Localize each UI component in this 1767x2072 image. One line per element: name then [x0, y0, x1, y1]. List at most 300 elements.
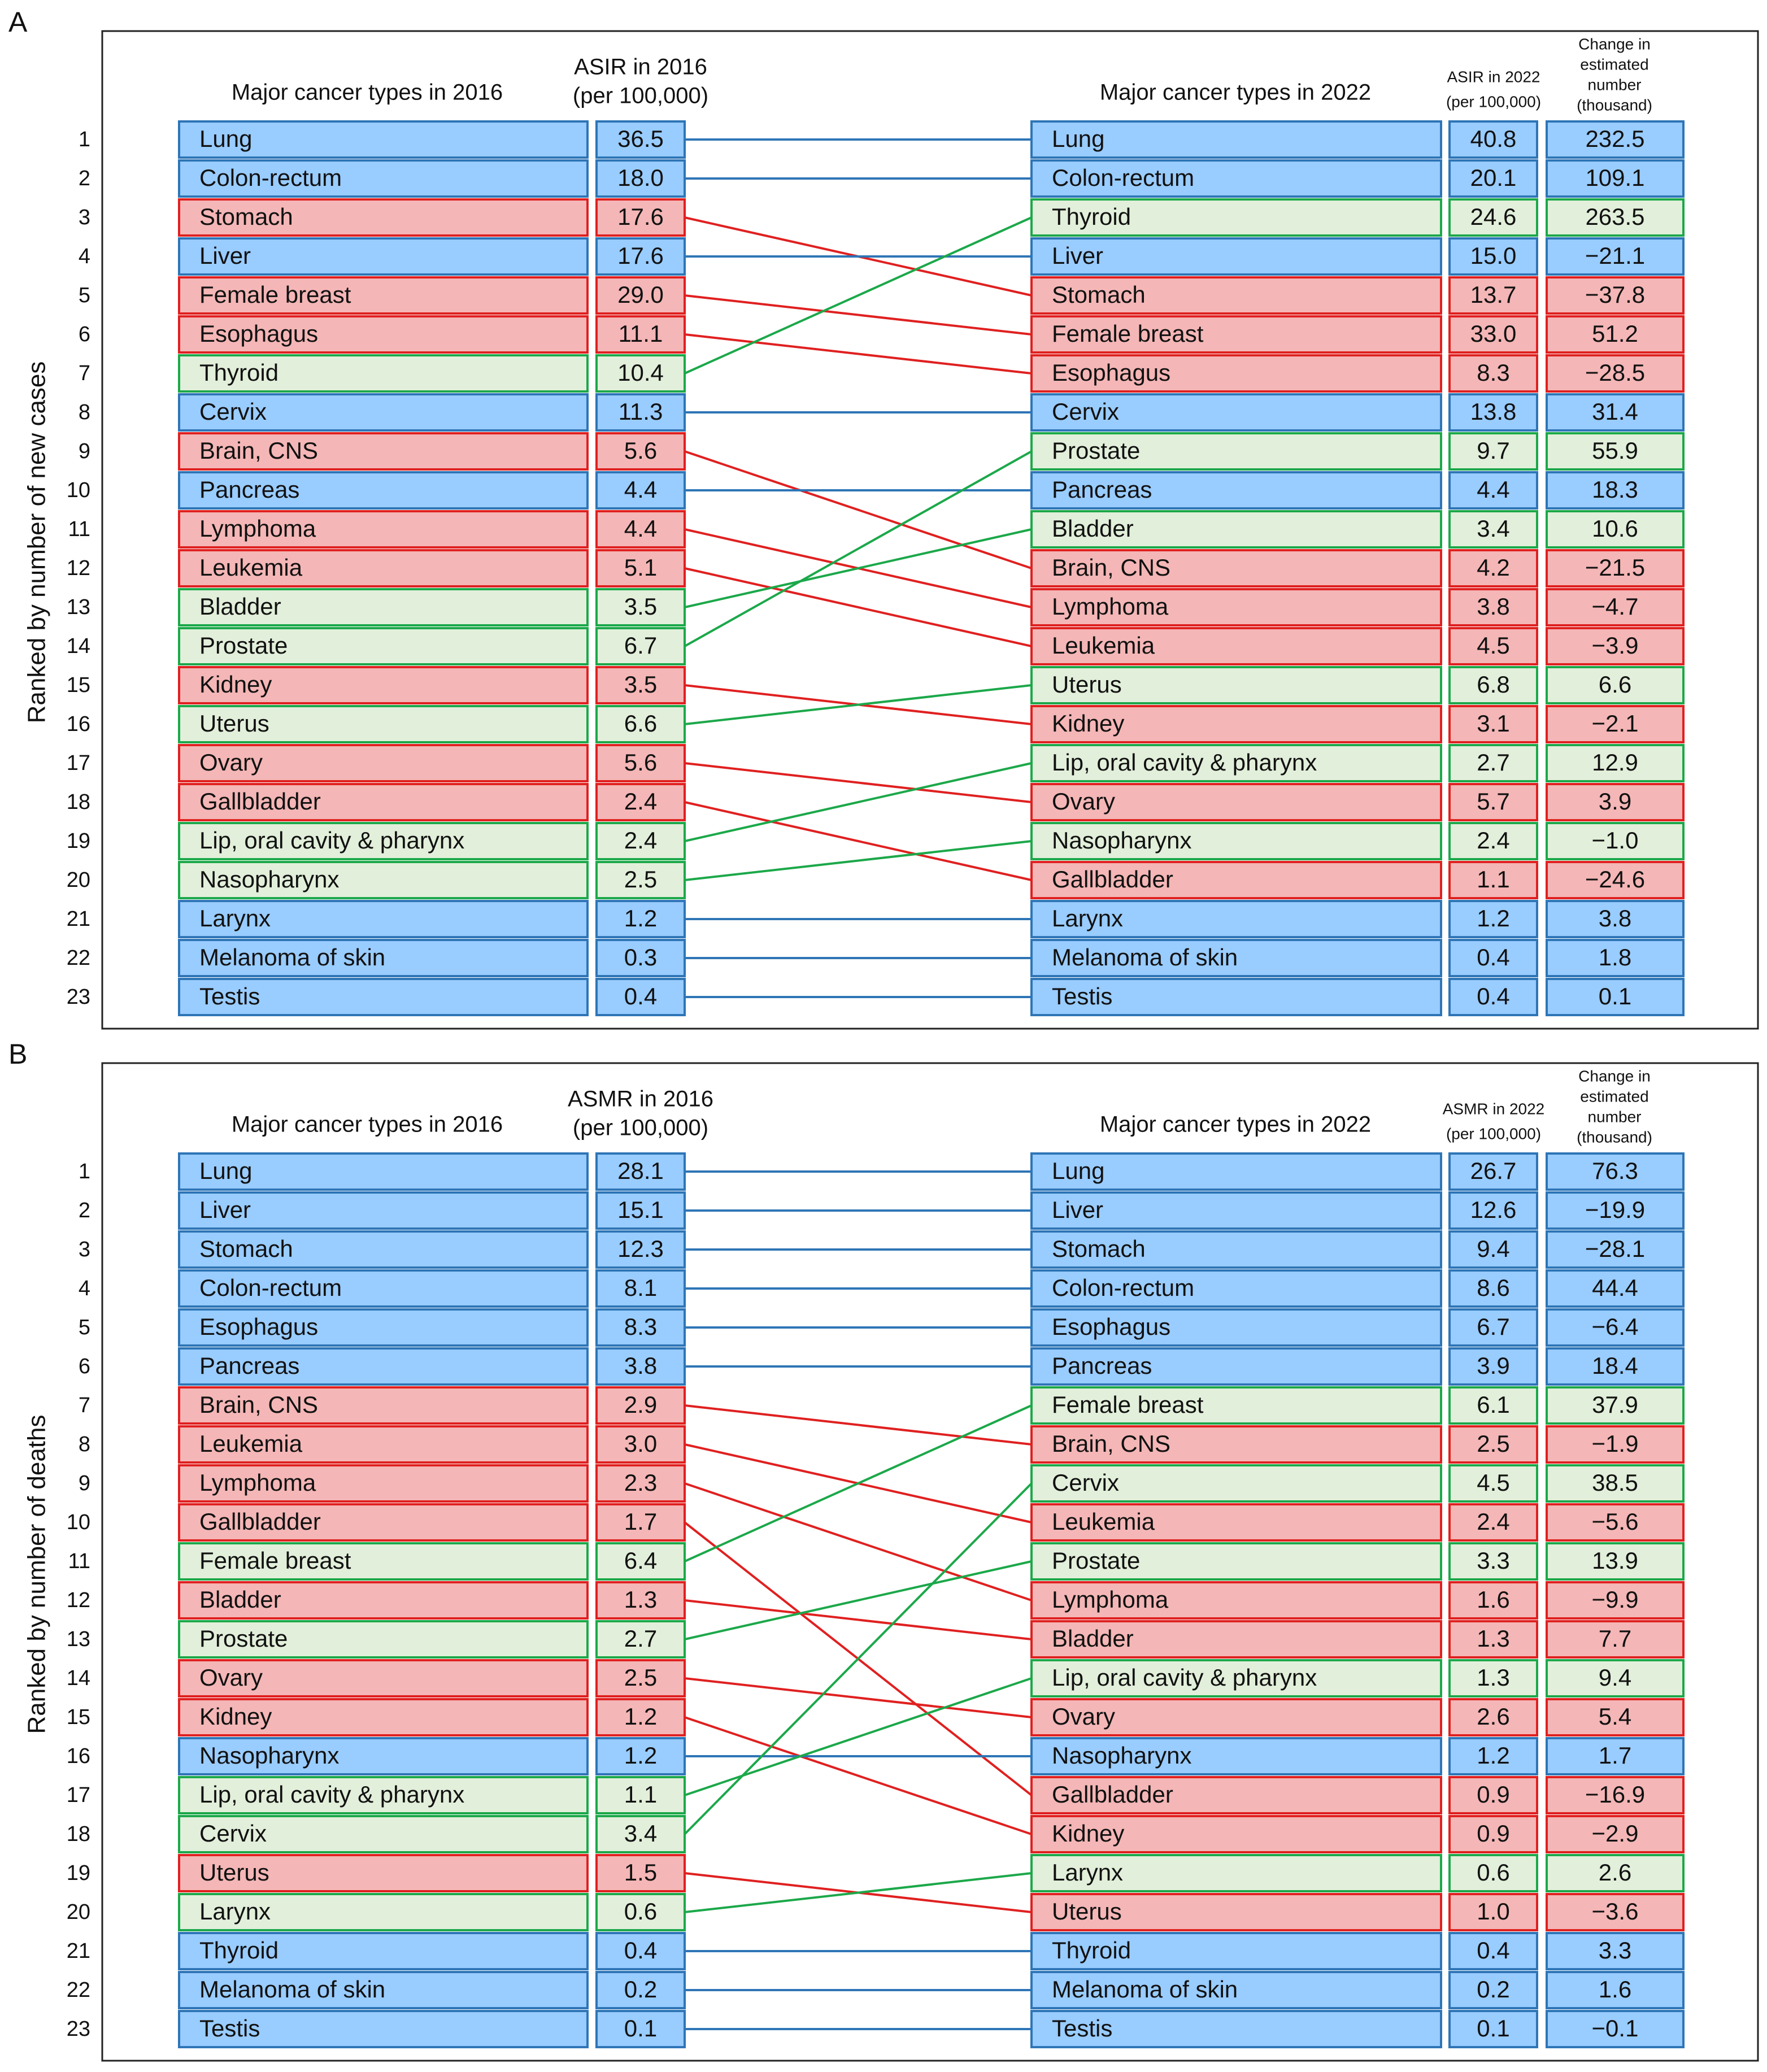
change-value: 51.2 [1592, 320, 1638, 347]
rank-change-line [685, 763, 1032, 841]
right-rate-value: 26.7 [1470, 1157, 1517, 1185]
left-rate-value: 1.2 [624, 1742, 658, 1769]
left-type-name: Lung [199, 1157, 253, 1185]
rank-number: 13 [66, 1627, 90, 1652]
left-rate-value: 6.4 [624, 1547, 658, 1574]
change-value: 7.7 [1598, 1625, 1632, 1652]
change-value: −24.6 [1585, 866, 1646, 893]
rank-change-line [685, 763, 1032, 802]
change-value: 263.5 [1585, 203, 1645, 230]
right-rate-value: 1.2 [1477, 905, 1510, 932]
right-type-name: Gallbladder [1052, 866, 1173, 893]
right-type-name: Nasopharynx [1052, 827, 1192, 854]
rank-number: 12 [66, 556, 90, 581]
right-rate-value: 40.8 [1470, 125, 1517, 153]
right-type-name: Esophagus [1052, 1313, 1171, 1340]
left-type-name: Leukemia [199, 554, 303, 581]
rank-number: 18 [66, 1822, 90, 1847]
change-value: −3.6 [1591, 1898, 1639, 1925]
change-value: 18.3 [1592, 476, 1638, 503]
left-rate-value: 1.2 [624, 905, 658, 932]
rank-number: 14 [66, 1666, 90, 1691]
right-rate-value: 0.4 [1477, 944, 1510, 971]
rank-number: 10 [66, 1511, 90, 1535]
rank-number: 17 [66, 751, 90, 776]
left-type-name: Prostate [199, 1625, 288, 1652]
left-rate-value: 0.1 [624, 2015, 658, 2042]
header-rate-2016-unit: (per 100,000) [572, 1115, 709, 1141]
rank-number: 16 [66, 1744, 90, 1769]
left-rate-value: 11.1 [618, 320, 663, 347]
left-rate-value: 2.9 [624, 1391, 658, 1418]
left-rate-value: 0.3 [624, 944, 658, 971]
header-change-line: estimated [1580, 55, 1649, 73]
right-type-name: Bladder [1052, 515, 1134, 542]
right-type-name: Uterus [1052, 1898, 1122, 1925]
right-rate-value: 2.4 [1477, 827, 1510, 854]
rank-change-line [685, 1678, 1032, 1795]
right-type-name: Kidney [1052, 1820, 1125, 1847]
right-type-name: Testis [1052, 983, 1113, 1010]
right-type-name: Larynx [1052, 905, 1124, 932]
rank-number: 21 [66, 907, 90, 931]
right-rate-value: 0.9 [1477, 1820, 1510, 1847]
rank-number: 3 [78, 1238, 90, 1262]
right-type-name: Bladder [1052, 1625, 1134, 1652]
left-type-name: Kidney [199, 671, 272, 698]
rank-number: 15 [66, 1705, 90, 1730]
change-value: −16.9 [1585, 1781, 1646, 1808]
rank-change-line [685, 1483, 1032, 1834]
left-type-name: Testis [199, 983, 260, 1010]
right-type-name: Colon-rectum [1052, 1274, 1195, 1301]
rank-change-line [685, 451, 1032, 646]
right-type-name: Leukemia [1052, 632, 1155, 659]
left-rate-value: 5.6 [624, 437, 658, 464]
left-type-name: Female breast [199, 1547, 351, 1574]
change-value: −5.6 [1591, 1508, 1639, 1535]
right-type-name: Cervix [1052, 398, 1120, 425]
rank-change-line [685, 802, 1032, 880]
right-type-name: Thyroid [1052, 1937, 1131, 1964]
panel-letter: B [8, 1038, 28, 1070]
rank-number: 20 [66, 868, 90, 893]
right-rate-value: 15.0 [1470, 242, 1517, 269]
rank-number: 17 [66, 1783, 90, 1808]
change-value: 13.9 [1592, 1547, 1638, 1574]
left-type-name: Leukemia [199, 1430, 303, 1457]
change-value: 1.7 [1598, 1742, 1632, 1769]
rank-number: 13 [66, 595, 90, 620]
rank-number: 1 [78, 1160, 90, 1184]
rank-change-line [685, 1483, 1032, 1600]
header-change-line: (thousand) [1577, 96, 1652, 114]
left-rate-value: 2.3 [624, 1469, 658, 1496]
change-value: 10.6 [1592, 515, 1638, 542]
right-rate-value: 0.9 [1477, 1781, 1510, 1808]
right-rate-value: 3.3 [1477, 1547, 1510, 1574]
rank-change-line [685, 1405, 1032, 1561]
change-value: −2.9 [1591, 1820, 1639, 1847]
right-type-name: Colon-rectum [1052, 164, 1195, 191]
change-value: 0.1 [1598, 983, 1632, 1010]
y-axis-label: Ranked by number of deaths [23, 1414, 51, 1734]
rank-number: 7 [78, 1394, 90, 1418]
rank-number: 2 [78, 167, 90, 191]
right-type-name: Leukemia [1052, 1508, 1155, 1535]
right-rate-value: 1.1 [1477, 866, 1510, 893]
left-type-name: Melanoma of skin [199, 1976, 386, 2003]
header-change-line: number [1587, 1108, 1642, 1126]
left-rate-value: 18.0 [617, 164, 664, 191]
right-type-name: Ovary [1052, 788, 1116, 815]
change-value: 232.5 [1585, 125, 1645, 153]
left-type-name: Liver [199, 242, 251, 269]
left-type-name: Ovary [199, 1664, 263, 1691]
left-type-name: Uterus [199, 1859, 269, 1886]
right-rate-value: 8.6 [1477, 1274, 1510, 1301]
left-rate-value: 10.4 [617, 359, 664, 386]
rank-number: 9 [78, 1472, 90, 1496]
header-rate-2016: ASIR in 2016 [574, 54, 707, 80]
change-value: 38.5 [1592, 1469, 1638, 1496]
left-rate-value: 1.5 [624, 1859, 658, 1886]
left-type-name: Lymphoma [199, 515, 316, 542]
header-change-line: Change in [1578, 1067, 1651, 1085]
change-value: −1.9 [1591, 1430, 1639, 1457]
right-rate-value: 4.2 [1477, 554, 1510, 581]
left-rate-value: 28.1 [617, 1157, 664, 1185]
rank-change-line [685, 217, 1032, 373]
right-rate-value: 6.7 [1477, 1313, 1510, 1340]
change-value: −19.9 [1585, 1196, 1646, 1224]
rank-number: 10 [66, 478, 90, 503]
left-type-name: Colon-rectum [199, 164, 342, 191]
left-type-name: Thyroid [199, 1937, 279, 1964]
left-rate-value: 2.4 [624, 827, 658, 854]
right-type-name: Female breast [1052, 1391, 1204, 1418]
change-value: −37.8 [1585, 281, 1646, 308]
right-rate-value: 2.6 [1477, 1703, 1510, 1730]
right-rate-value: 1.3 [1477, 1664, 1510, 1691]
header-rate-2022-unit: (per 100,000) [1446, 93, 1542, 111]
left-type-name: Gallbladder [199, 1508, 321, 1535]
right-rate-value: 0.4 [1477, 1937, 1510, 1964]
right-type-name: Thyroid [1052, 203, 1131, 230]
left-rate-value: 29.0 [617, 281, 664, 308]
right-rate-value: 3.1 [1477, 710, 1510, 737]
left-type-name: Lymphoma [199, 1469, 316, 1496]
header-rate-2022: ASIR in 2022 [1447, 68, 1540, 86]
change-value: 18.4 [1592, 1352, 1638, 1379]
left-rate-value: 0.4 [624, 1937, 658, 1964]
left-type-name: Brain, CNS [199, 1391, 319, 1418]
left-rate-value: 15.1 [617, 1196, 664, 1224]
header-right: Major cancer types in 2022 [1099, 1112, 1372, 1137]
left-type-name: Lip, oral cavity & pharynx [199, 1781, 465, 1808]
left-type-name: Larynx [199, 1898, 271, 1925]
header-rate-2022: ASMR in 2022 [1442, 1100, 1545, 1118]
left-type-name: Esophagus [199, 1313, 319, 1340]
left-type-name: Stomach [199, 203, 293, 230]
change-value: 31.4 [1592, 398, 1638, 425]
left-type-name: Colon-rectum [199, 1274, 342, 1301]
left-rate-value: 5.1 [624, 554, 658, 581]
left-type-name: Female breast [199, 281, 351, 308]
connector-lines [685, 140, 1032, 997]
header-change-line: Change in [1578, 35, 1651, 53]
right-type-name: Liver [1052, 1196, 1104, 1224]
header-left: Major cancer types in 2016 [231, 1112, 503, 1137]
left-type-name: Kidney [199, 1703, 272, 1730]
left-rate-value: 1.7 [624, 1508, 658, 1535]
right-rate-value: 13.7 [1470, 281, 1517, 308]
change-value: 55.9 [1592, 437, 1638, 464]
left-type-name: Ovary [199, 749, 263, 776]
rank-number: 9 [78, 439, 90, 464]
right-type-name: Cervix [1052, 1469, 1120, 1496]
y-axis-label: Ranked by number of new cases [23, 361, 51, 724]
right-type-name: Larynx [1052, 1859, 1124, 1886]
left-rate-value: 1.3 [624, 1586, 658, 1613]
change-value: 3.8 [1598, 905, 1632, 932]
change-value: 76.3 [1592, 1157, 1638, 1185]
rank-number: 8 [78, 401, 90, 425]
change-value: 2.6 [1598, 1859, 1632, 1886]
left-type-name: Cervix [199, 398, 267, 425]
right-rate-value: 0.4 [1477, 983, 1510, 1010]
right-type-name: Testis [1052, 2015, 1113, 2042]
left-type-name: Esophagus [199, 320, 319, 347]
right-rate-value: 9.4 [1477, 1235, 1510, 1263]
left-type-name: Gallbladder [199, 788, 321, 815]
left-rate-value: 3.5 [624, 593, 658, 620]
left-type-name: Pancreas [199, 476, 300, 503]
change-value: 37.9 [1592, 1391, 1638, 1418]
left-rate-value: 1.2 [624, 1703, 658, 1730]
right-rate-value: 0.2 [1477, 1976, 1510, 2003]
change-value: −28.1 [1585, 1235, 1646, 1263]
right-rate-value: 4.5 [1477, 632, 1510, 659]
left-rate-value: 11.3 [618, 398, 663, 425]
left-type-name: Larynx [199, 905, 271, 932]
rank-number: 7 [78, 362, 90, 386]
change-value: 5.4 [1598, 1703, 1632, 1730]
left-rate-value: 5.6 [624, 749, 658, 776]
rank-number: 11 [68, 517, 90, 542]
right-type-name: Female breast [1052, 320, 1204, 347]
left-type-name: Uterus [199, 710, 269, 737]
change-value: −0.1 [1591, 2015, 1639, 2042]
rank-number: 22 [66, 946, 90, 970]
header-change-line: estimated [1580, 1087, 1649, 1105]
right-rate-value: 24.6 [1470, 203, 1517, 230]
rank-change-line [685, 1678, 1032, 1717]
right-type-name: Lung [1052, 1157, 1105, 1185]
right-rate-value: 1.6 [1477, 1586, 1510, 1613]
change-value: −9.9 [1591, 1586, 1639, 1613]
right-type-name: Esophagus [1052, 359, 1171, 386]
rank-number: 5 [78, 1316, 90, 1340]
left-rate-value: 8.3 [624, 1313, 658, 1340]
right-type-name: Prostate [1052, 437, 1141, 464]
rank-number: 14 [66, 634, 90, 659]
connector-lines [685, 1172, 1032, 2029]
right-rate-value: 13.8 [1470, 398, 1517, 425]
right-rate-value: 20.1 [1470, 164, 1517, 191]
left-rate-value: 2.5 [624, 1664, 658, 1691]
rank-change-line [685, 568, 1032, 646]
change-value: −21.5 [1585, 554, 1646, 581]
rank-number: 16 [66, 712, 90, 737]
left-rate-value: 2.7 [624, 1625, 658, 1652]
left-rate-value: 4.4 [624, 515, 658, 542]
change-value: −1.0 [1591, 827, 1639, 854]
left-type-name: Stomach [199, 1235, 293, 1263]
right-type-name: Pancreas [1052, 1352, 1152, 1379]
rank-number: 4 [78, 1277, 90, 1301]
right-type-name: Lymphoma [1052, 593, 1169, 620]
right-type-name: Liver [1052, 242, 1104, 269]
rank-number: 2 [78, 1199, 90, 1223]
left-rate-value: 8.1 [624, 1274, 658, 1301]
left-rate-value: 3.4 [624, 1820, 658, 1847]
change-value: 1.6 [1598, 1976, 1632, 2003]
right-type-name: Uterus [1052, 671, 1122, 698]
rank-change-line [685, 1561, 1032, 1639]
change-value: 9.4 [1598, 1664, 1632, 1691]
right-type-name: Melanoma of skin [1052, 944, 1238, 971]
rank-number: 23 [66, 985, 90, 1009]
change-value: −28.5 [1585, 359, 1646, 386]
rank-number: 11 [68, 1549, 90, 1574]
header-rate-2016: ASMR in 2016 [568, 1086, 713, 1112]
left-type-name: Bladder [199, 593, 281, 620]
right-rate-value: 1.2 [1477, 1742, 1510, 1769]
left-rate-value: 17.6 [617, 242, 664, 269]
right-rate-value: 2.5 [1477, 1430, 1510, 1457]
right-type-name: Gallbladder [1052, 1781, 1173, 1808]
rank-change-line [685, 295, 1032, 334]
right-rate-value: 2.7 [1477, 749, 1510, 776]
right-rate-value: 3.9 [1477, 1352, 1510, 1379]
rank-number: 19 [66, 829, 90, 854]
change-value: −6.4 [1591, 1313, 1639, 1340]
left-type-name: Cervix [199, 1820, 267, 1847]
right-type-name: Brain, CNS [1052, 1430, 1171, 1457]
right-type-name: Brain, CNS [1052, 554, 1171, 581]
rank-number: 12 [66, 1588, 90, 1613]
rank-number: 3 [78, 206, 90, 230]
rank-number: 19 [66, 1861, 90, 1886]
header-rate-2022-unit: (per 100,000) [1446, 1125, 1542, 1143]
change-value: −21.1 [1585, 242, 1646, 269]
left-rate-value: 1.1 [624, 1781, 658, 1808]
right-type-name: Lip, oral cavity & pharynx [1052, 749, 1317, 776]
right-rate-value: 33.0 [1470, 320, 1517, 347]
rank-change-line [685, 1600, 1032, 1639]
header-right: Major cancer types in 2022 [1099, 80, 1372, 105]
right-type-name: Prostate [1052, 1547, 1141, 1574]
change-value: 6.6 [1598, 671, 1632, 698]
rank-number: 15 [66, 673, 90, 698]
right-rate-value: 0.6 [1477, 1859, 1510, 1886]
left-rate-value: 3.5 [624, 671, 658, 698]
right-type-name: Kidney [1052, 710, 1125, 737]
rank-number: 8 [78, 1433, 90, 1457]
left-rate-value: 0.6 [624, 1898, 658, 1925]
header-change-line: number [1587, 76, 1642, 94]
left-type-name: Thyroid [199, 359, 279, 386]
left-rate-value: 0.2 [624, 1976, 658, 2003]
right-rate-value: 4.5 [1477, 1469, 1510, 1496]
right-rate-value: 6.8 [1477, 671, 1510, 698]
right-rate-value: 5.7 [1477, 788, 1510, 815]
left-rate-value: 0.4 [624, 983, 658, 1010]
left-rate-value: 12.3 [617, 1235, 664, 1263]
right-rate-value: 1.0 [1477, 1898, 1510, 1925]
header-change-line: (thousand) [1577, 1128, 1652, 1146]
rank-number: 5 [78, 284, 90, 308]
right-type-name: Pancreas [1052, 476, 1152, 503]
left-rate-value: 3.8 [624, 1352, 658, 1379]
left-type-name: Nasopharynx [199, 1742, 340, 1769]
right-type-name: Lip, oral cavity & pharynx [1052, 1664, 1317, 1691]
left-type-name: Nasopharynx [199, 866, 340, 893]
left-type-name: Pancreas [199, 1352, 300, 1379]
change-value: −3.9 [1591, 632, 1639, 659]
right-type-name: Nasopharynx [1052, 1742, 1192, 1769]
left-rate-value: 4.4 [624, 476, 658, 503]
left-rate-value: 17.6 [617, 203, 664, 230]
rank-number: 6 [78, 1355, 90, 1379]
change-value: 3.3 [1598, 1937, 1632, 1964]
rank-number: 1 [78, 128, 90, 152]
right-rate-value: 8.3 [1477, 359, 1510, 386]
change-value: 1.8 [1598, 944, 1632, 971]
header-rate-2016-unit: (per 100,000) [572, 83, 709, 108]
header-left: Major cancer types in 2016 [231, 80, 503, 105]
change-value: 44.4 [1592, 1274, 1638, 1301]
change-value: 3.9 [1598, 788, 1632, 815]
right-type-name: Stomach [1052, 1235, 1146, 1263]
rank-number: 4 [78, 245, 90, 269]
right-rate-value: 12.6 [1470, 1196, 1517, 1224]
right-type-name: Lung [1052, 125, 1105, 153]
panel-a [8, 6, 1758, 1029]
rank-change-line [685, 841, 1032, 880]
rank-number: 23 [66, 2017, 90, 2041]
rank-number: 22 [66, 1978, 90, 2003]
right-type-name: Stomach [1052, 281, 1146, 308]
right-rate-value: 3.8 [1477, 593, 1510, 620]
left-type-name: Lip, oral cavity & pharynx [199, 827, 465, 854]
left-rate-value: 2.4 [624, 788, 658, 815]
rank-number: 21 [66, 1939, 90, 1964]
rank-change-line [685, 451, 1032, 568]
right-rate-value: 9.7 [1477, 437, 1510, 464]
right-rate-value: 4.4 [1477, 476, 1510, 503]
left-type-name: Prostate [199, 632, 288, 659]
left-type-name: Melanoma of skin [199, 944, 386, 971]
rank-number: 6 [78, 323, 90, 347]
left-type-name: Brain, CNS [199, 437, 319, 464]
right-type-name: Lymphoma [1052, 1586, 1169, 1613]
left-rate-value: 6.7 [624, 632, 658, 659]
left-type-name: Lung [199, 125, 253, 153]
change-value: 109.1 [1585, 164, 1645, 191]
left-rate-value: 36.5 [617, 125, 664, 153]
